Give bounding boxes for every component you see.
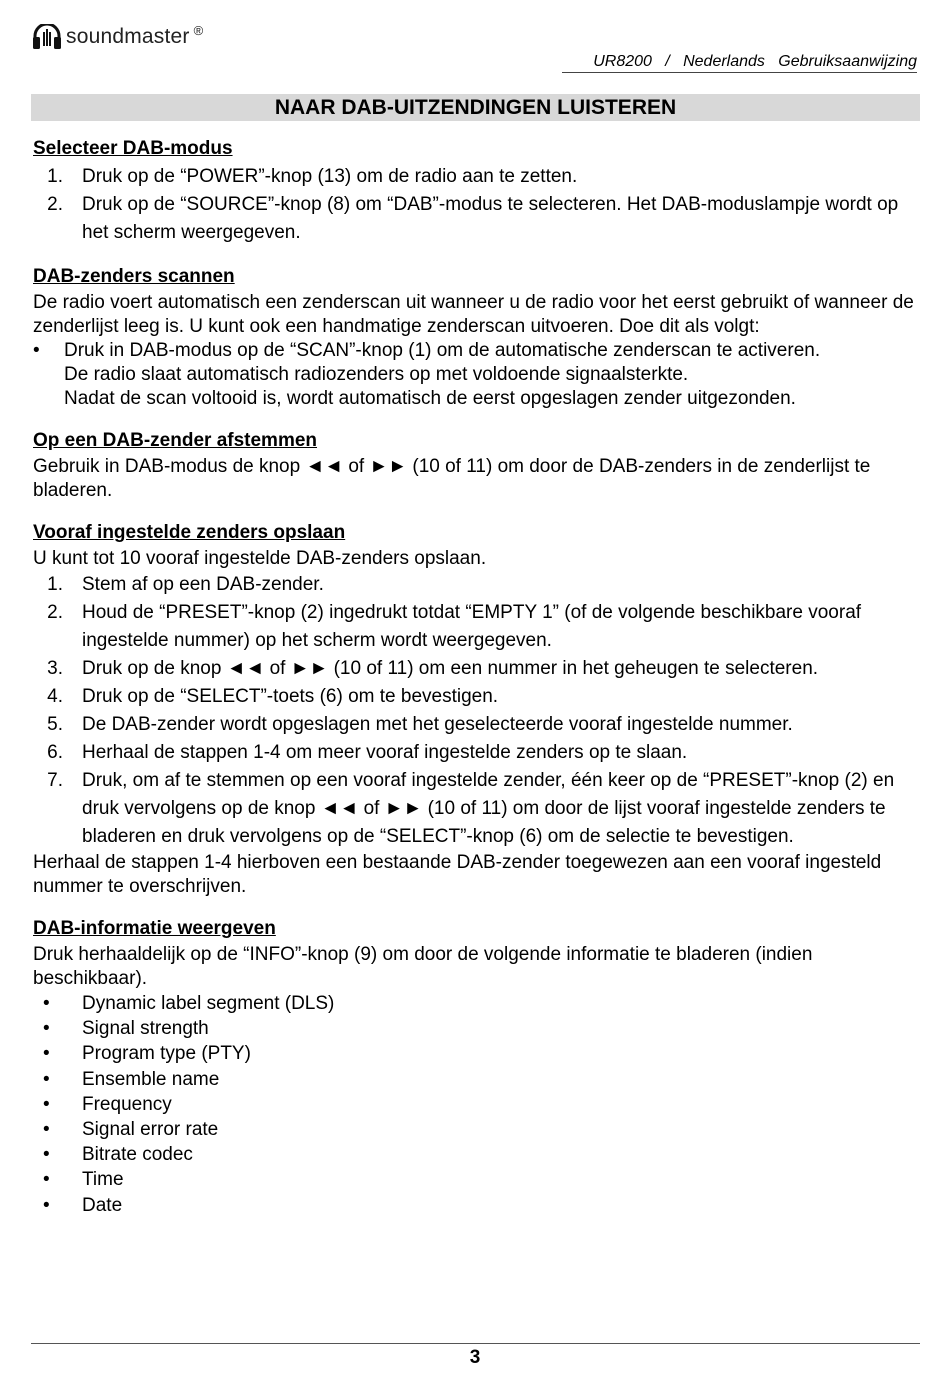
footer-divider [31, 1343, 920, 1344]
header-language: Nederlands [683, 53, 765, 70]
header-model: UR8200 [593, 53, 652, 70]
list-item: 2. Houd de “PRESET”-knop (2) ingedrukt totdat “EMPTY 1” (of de volgende beschikbare vooraf ingestelde nummer) op het scherm wordt weergegeven. [47, 602, 862, 651]
list-item: 6. Herhaal de stappen 1-4 om meer vooraf ingestelde zenders op te slaan. [47, 742, 688, 763]
section-heading-info: DAB-informatie weergeven [33, 918, 276, 939]
numbered-list-presets [33, 571, 915, 851]
numbered-list-select-mode [33, 163, 915, 247]
list-item: 1. Druk op de “POWER”-knop (13) om de radio aan te zetten. [47, 166, 578, 187]
brand-registered-mark: ® [193, 22, 204, 38]
speaker-logo-icon [32, 24, 62, 50]
paragraph-scan-intro: De radio voert automatisch een zenderscan uit wanneer u de radio voor het eerst gebruikt of wanneer de zenderlijst leeg is. U kunt ook een handmatige zenderscan uitvoeren. Doe dit als volgt: [33, 292, 914, 337]
list-item: • Signal error rate [43, 1119, 219, 1141]
list-item: 1. Stem af op een DAB-zender. [47, 574, 324, 595]
list-item: • Date [43, 1194, 123, 1216]
list-item: 7. Druk, om af te stemmen op een vooraf ingestelde zender, één keer op de “PRESET”-knop (2) en druk vervolgens op de knop ◄◄ of ►► (10 of 11) om door de lijst vooraf ingestelde zenders te bladeren en druk vervolgens op de “SELECT”-knop (6) om de selectie te bevestigen. [47, 770, 895, 847]
page-number: 3 [469, 1347, 481, 1368]
paragraph-presets-intro: U kunt tot 10 vooraf ingestelde DAB-zenders opslaan. [33, 548, 487, 569]
bullet-scan: • Druk in DAB-modus op de “SCAN”-knop (1) om de automatische zenderscan te activeren. De radio slaat automatisch radiozenders op met voldoende signaalsterkte. Nadat de scan voltooid is, wordt automatisch de eerst opgeslagen zender uitgezonden. [33, 340, 821, 409]
list-item: 4. Druk op de “SELECT”-toets (6) om te bevestigen. [47, 686, 499, 707]
list-item: 5. De DAB-zender wordt opgeslagen met het geselecteerde vooraf ingestelde nummer. [47, 714, 793, 735]
list-item: • Frequency [43, 1093, 172, 1115]
list-item: • Bitrate codec [43, 1144, 193, 1166]
paragraph-info-intro: Druk herhaaldelijk op de “INFO”-knop (9) om door de volgende informatie te bladeren (indien beschikbaar). [33, 944, 813, 989]
paragraph-presets-outro: Herhaal de stappen 1-4 hierboven een bestaande DAB-zender toegewezen aan een vooraf ingesteld nummer te overschrijven. [33, 852, 882, 897]
document-header [562, 52, 917, 73]
section-heading-tune: Op een DAB-zender afstemmen [33, 430, 318, 451]
section-heading-select-mode: Selecteer DAB-modus [33, 138, 233, 159]
list-item: • Time [43, 1169, 124, 1191]
paragraph-tune: Gebruik in DAB-modus de knop ◄◄ of ►► (10 of 11) om door de DAB-zenders in de zenderlijst te bladeren. [33, 456, 871, 501]
list-item: 2. Druk op de “SOURCE”-knop (8) om “DAB”-modus te selecteren. Het DAB-moduslampje wordt op het scherm weergegeven. [47, 194, 899, 243]
section-heading-scan: DAB-zenders scannen [33, 266, 235, 287]
header-separator: / [665, 53, 670, 70]
list-item: • Ensemble name [43, 1068, 220, 1090]
brand-name: soundmaster [66, 25, 190, 48]
list-item: • Signal strength [43, 1018, 209, 1040]
list-item: • Dynamic label segment (DLS) [43, 993, 335, 1014]
brand-logo [32, 24, 203, 50]
document-body [33, 134, 915, 1218]
list-item: 3. Druk op de knop ◄◄ of ►► (10 of 11) om een nummer in het geheugen te selecteren. [47, 658, 819, 679]
bullet-list-info [33, 991, 915, 1218]
header-doc-type: Gebruiksaanwijzing [778, 53, 917, 70]
section-heading-presets: Vooraf ingestelde zenders opslaan [33, 522, 346, 543]
list-item: • Program type (PTY) [43, 1043, 251, 1065]
page-title: NAAR DAB-UITZENDINGEN LUISTEREN [31, 94, 920, 121]
